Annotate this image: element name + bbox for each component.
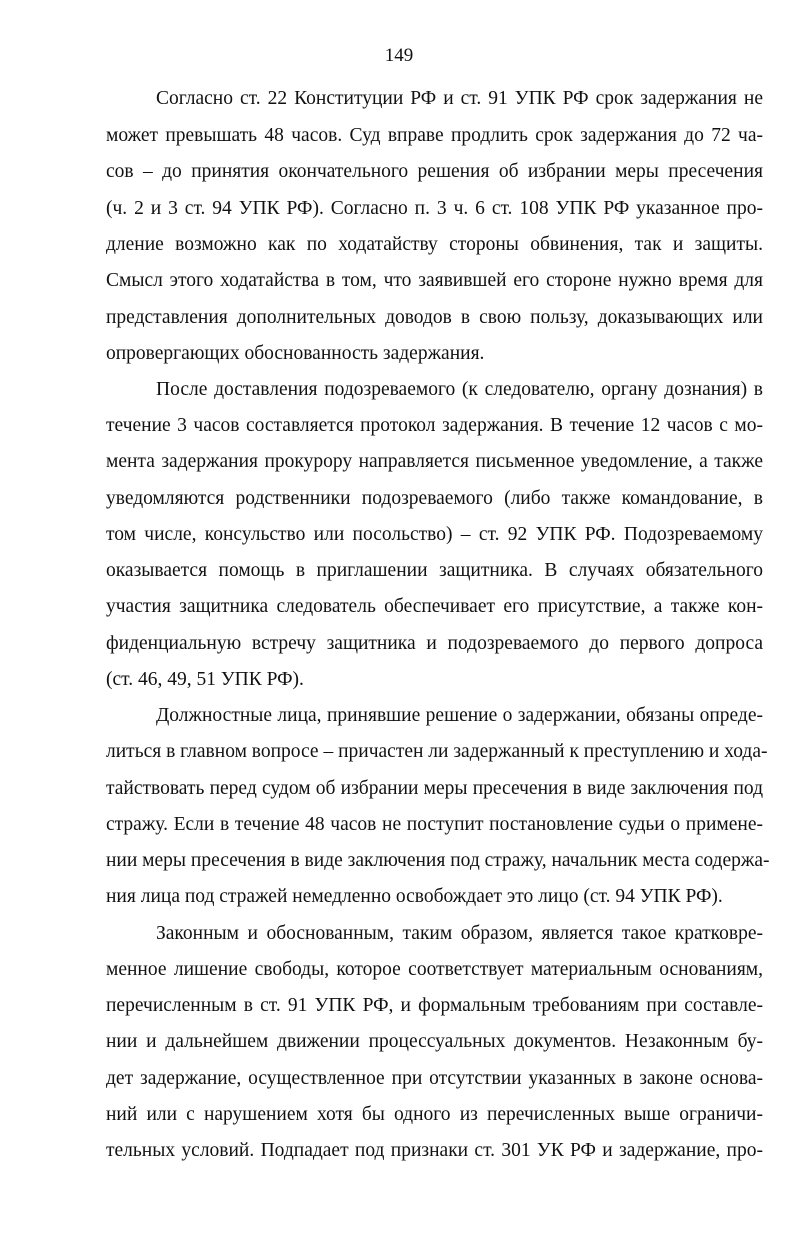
text-line: участия защитника следователь обеспечивает его присутствие, а также кон- xyxy=(106,596,763,617)
text-line: стражу. Если в течение 48 часов не поступит постановление судьи о примене- xyxy=(106,814,763,835)
text-line: ний или с нарушением хотя бы одного из перечисленных выше ограничи- xyxy=(106,1104,763,1125)
page-number: 149 xyxy=(384,45,414,66)
text-line: менное лишение свободы, которое соответствует материальным основаниям, xyxy=(106,959,763,980)
text-line: течение 3 часов составляется протокол задержания. В течение 12 часов с мо- xyxy=(106,415,763,436)
text-line: нии и дальнейшем движении процессуальных документов. Незаконным бу- xyxy=(106,1031,763,1052)
text-line: тельных условий. Подпадает под признаки ст. 301 УК РФ и задержание, про- xyxy=(106,1140,763,1161)
text-line: опровергающих обоснованность задержания. xyxy=(106,343,485,364)
text-line: литься в главном вопросе – причастен ли задержанный к преступлению и хода- xyxy=(106,741,768,762)
text-line: нии меры пресечения в виде заключения под стражу, начальник места содержа- xyxy=(106,850,770,871)
text-line: тайствовать перед судом об избрании меры пресечения в виде заключения под xyxy=(106,778,763,799)
text-line: фиденциальную встречу защитника и подозреваемого до первого допроса xyxy=(106,633,763,654)
text-line: (ст. 46, 49, 51 УПК РФ). xyxy=(106,669,304,690)
text-line: может превышать 48 часов. Суд вправе продлить срок задержания до 72 ча- xyxy=(106,125,763,146)
text-line: Законным и обоснованным, таким образом, является такое кратковре- xyxy=(156,923,763,944)
text-line: дет задержание, осуществленное при отсутствии указанных в законе основа- xyxy=(106,1068,763,1089)
text-line: дление возможно как по ходатайству стороны обвинения, так и защиты. xyxy=(106,234,763,255)
text-line: Смысл этого ходатайства в том, что заявившей его стороне нужно время для xyxy=(106,270,763,291)
text-line: После доставления подозреваемого (к следователю, органу дознания) в xyxy=(156,379,763,400)
text-line: Согласно ст. 22 Конституции РФ и ст. 91 УПК РФ срок задержания не xyxy=(156,88,763,109)
text-line: уведомляются родственники подозреваемого (либо также командование, в xyxy=(106,488,763,509)
text-line: том числе, консульство или посольство) – ст. 92 УПК РФ. Подозреваемому xyxy=(106,524,763,545)
text-line: сов – до принятия окончательного решения об избрании меры пресечения xyxy=(106,161,763,182)
text-line: оказывается помощь в приглашении защитника. В случаях обязательного xyxy=(106,560,763,581)
text-line: представления дополнительных доводов в свою пользу, доказывающих или xyxy=(106,307,763,328)
text-line: Должностные лица, принявшие решение о задержании, обязаны опреде- xyxy=(156,705,763,726)
text-line: (ч. 2 и 3 ст. 94 УПК РФ). Согласно п. 3 ч. 6 ст. 108 УПК РФ указанное про- xyxy=(106,198,763,219)
text-line: ния лица под стражей немедленно освобождает это лицо (ст. 94 УПК РФ). xyxy=(106,886,723,907)
text-line: мента задержания прокурору направляется письменное уведомление, а также xyxy=(106,451,763,472)
text-line: перечисленным в ст. 91 УПК РФ, и формальным требованиям при составле- xyxy=(106,995,763,1016)
